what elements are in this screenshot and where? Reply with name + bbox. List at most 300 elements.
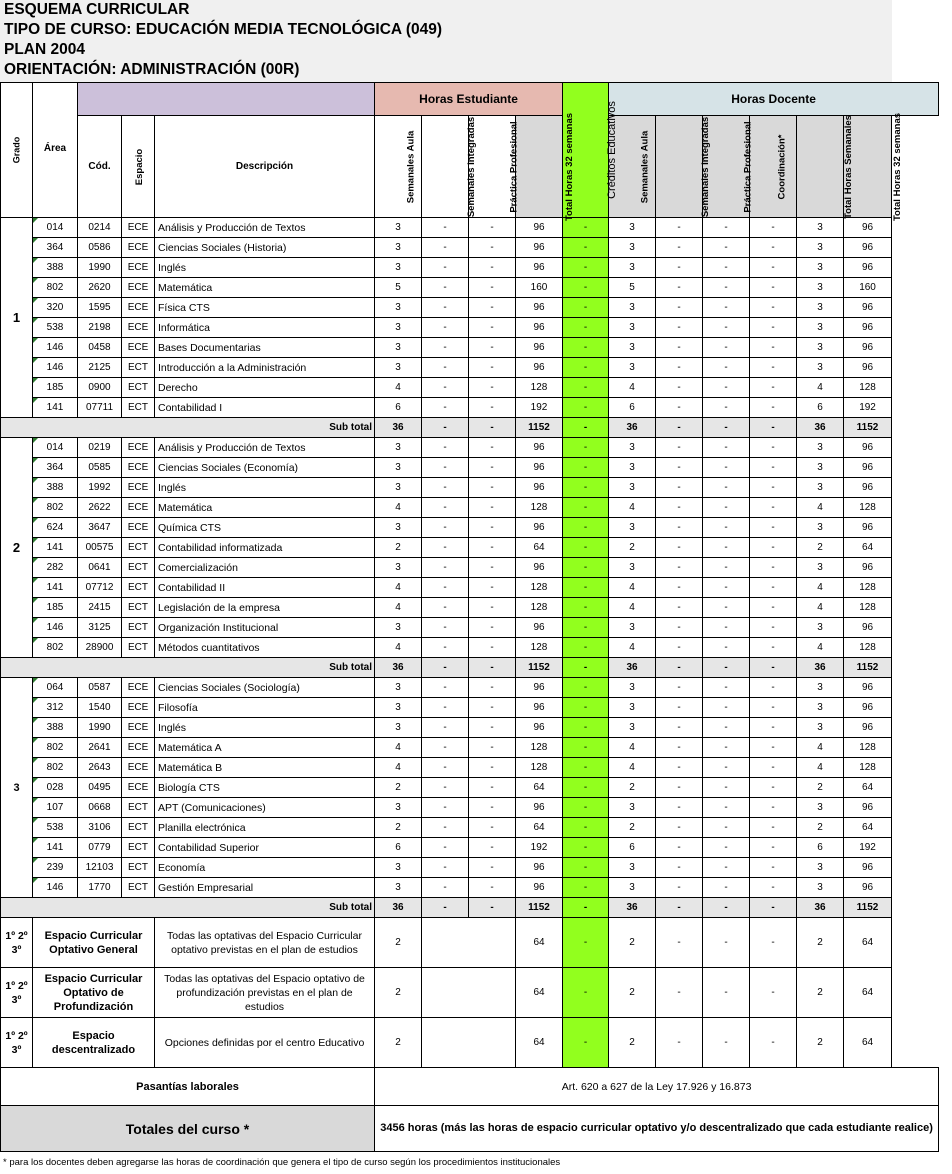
table-row [1,638,939,658]
cod-cell: 2198 [78,318,122,338]
value-cell: 2 [609,918,656,968]
value-cell: - [469,758,516,778]
value-cell: 6 [609,838,656,858]
table-row [1,438,939,458]
value-cell: 3 [375,298,422,318]
value-cell: - [703,258,750,278]
espacio-cell: ECE [122,738,155,758]
espacio-cell: ECE [122,458,155,478]
value-cell: 96 [844,558,892,578]
value-cell: - [563,738,609,758]
value-cell: - [469,478,516,498]
value-cell: 64 [516,1018,563,1068]
value-cell: - [563,298,609,318]
area-cell: 239 [33,858,78,878]
descripcion-cell: Inglés [155,478,375,498]
subtotal-cell: 1152 [844,418,892,438]
value-cell: 3 [797,698,844,718]
subtotal-cell: - [703,658,750,678]
value-cell: 6 [797,838,844,858]
area-cell: 064 [33,678,78,698]
value-cell: - [563,918,609,968]
descripcion-cell: Contabilidad I [155,398,375,418]
table-row [1,678,939,698]
value-cell: - [422,878,469,898]
optional-row [1,1018,939,1068]
empty-cell [422,1018,516,1068]
value-cell: 2 [797,538,844,558]
value-cell: - [750,398,797,418]
value-cell: 128 [844,758,892,778]
value-cell: - [703,538,750,558]
value-cell: - [750,498,797,518]
area-cell: 802 [33,498,78,518]
descripcion-cell: Comercialización [155,558,375,578]
value-cell: 64 [844,818,892,838]
espacio-cell: ECE [122,278,155,298]
value-cell: - [422,578,469,598]
value-cell: 96 [844,238,892,258]
col-doc-integradas-header: Semanales Integradas [656,116,703,218]
value-cell: 2 [609,818,656,838]
descripcion-cell: Gestión Empresarial [155,878,375,898]
value-cell: 2 [609,968,656,1018]
value-cell: 96 [844,478,892,498]
value-cell: 3 [609,798,656,818]
value-cell: - [656,338,703,358]
pasantias-value: Art. 620 a 627 de la Ley 17.926 y 16.873 [375,1068,939,1106]
value-cell: - [563,818,609,838]
value-cell: - [750,638,797,658]
value-cell: - [563,1018,609,1068]
value-cell: 96 [516,798,563,818]
value-cell: - [750,378,797,398]
descripcion-cell: Planilla electrónica [155,818,375,838]
value-cell: - [469,278,516,298]
value-cell: 64 [516,818,563,838]
value-cell: - [422,558,469,578]
value-cell: 96 [844,318,892,338]
table-row [1,538,939,558]
espacio-cell: ECT [122,598,155,618]
value-cell: - [656,738,703,758]
value-cell: 64 [516,968,563,1018]
value-cell: 96 [516,698,563,718]
descripcion-cell: Inglés [155,718,375,738]
subtotal-cell: 36 [375,898,422,918]
value-cell: - [563,698,609,718]
value-cell: - [422,858,469,878]
value-cell: - [750,1018,797,1068]
cod-cell: 07711 [78,398,122,418]
value-cell: - [750,918,797,968]
descripcion-cell: Contabilidad informatizada [155,538,375,558]
cod-cell: 0641 [78,558,122,578]
area-cell: 014 [33,218,78,238]
value-cell: - [469,318,516,338]
value-cell: - [422,238,469,258]
espacio-cell: ECT [122,558,155,578]
value-cell: - [703,558,750,578]
value-cell: 3 [797,798,844,818]
value-cell: - [422,738,469,758]
value-cell: - [703,678,750,698]
value-cell: - [422,478,469,498]
table-row [1,838,939,858]
espacio-cell: ECE [122,218,155,238]
espacio-cell: ECT [122,378,155,398]
table-row [1,478,939,498]
espacio-cell: ECE [122,778,155,798]
value-cell: 64 [516,918,563,968]
col-doc-aula-header: Semanales Aula [609,116,656,218]
value-cell: 160 [516,278,563,298]
value-cell: - [750,778,797,798]
value-cell: 3 [609,438,656,458]
curriculum-table [0,82,939,1152]
value-cell: - [656,278,703,298]
value-cell: 96 [516,238,563,258]
cod-cell: 0214 [78,218,122,238]
table-row [1,698,939,718]
value-cell: - [469,818,516,838]
value-cell: - [703,598,750,618]
value-cell: 3 [797,358,844,378]
value-cell: - [750,738,797,758]
document-header [0,0,892,82]
optional-desc-cell: Opciones definidas por el centro Educativo [155,1018,375,1068]
value-cell: 96 [844,338,892,358]
subtotal-cell: 36 [375,658,422,678]
value-cell: 3 [375,478,422,498]
value-cell: 3 [797,518,844,538]
descripcion-cell: Inglés [155,258,375,278]
col-doc-coordinacion-header: Coordinación* [750,116,797,218]
value-cell: - [750,578,797,598]
value-cell: - [703,498,750,518]
espacio-cell: ECT [122,618,155,638]
value-cell: - [703,438,750,458]
descripcion-cell: Contabilidad Superior [155,838,375,858]
cod-cell: 12103 [78,858,122,878]
value-cell: 3 [609,518,656,538]
value-cell: - [750,598,797,618]
value-cell: - [563,968,609,1018]
value-cell: 96 [844,358,892,378]
value-cell: 4 [375,498,422,518]
value-cell: - [703,698,750,718]
descripcion-cell: Análisis y Producción de Textos [155,438,375,458]
area-cell: 185 [33,378,78,398]
value-cell: 4 [375,378,422,398]
value-cell: - [656,778,703,798]
cod-cell: 2125 [78,358,122,378]
optional-desc-cell: Todas las optativas del Espacio Curricular optativo previstas en el plan de estudios [155,918,375,968]
cod-cell: 0900 [78,378,122,398]
grado-cell: 3 [1,678,33,898]
value-cell: - [469,678,516,698]
value-cell: - [422,338,469,358]
area-cell: 388 [33,258,78,278]
value-cell: 4 [609,758,656,778]
espacio-cell: ECT [122,398,155,418]
value-cell: - [750,858,797,878]
descripcion-cell: Química CTS [155,518,375,538]
value-cell: - [469,298,516,318]
value-cell: - [703,738,750,758]
value-cell: - [563,878,609,898]
subtotal-cell: - [422,418,469,438]
subtotal-cell: 1152 [844,658,892,678]
value-cell: 4 [797,638,844,658]
value-cell: 4 [797,758,844,778]
value-cell: - [656,798,703,818]
value-cell: 4 [797,738,844,758]
value-cell: 96 [844,678,892,698]
value-cell: 2 [375,778,422,798]
value-cell: - [703,798,750,818]
value-cell: 4 [609,578,656,598]
value-cell: 2 [797,918,844,968]
cod-cell: 0586 [78,238,122,258]
value-cell: - [422,498,469,518]
header-orientation: ORIENTACIÓN: ADMINISTRACIÓN (00R) [4,61,300,78]
value-cell: - [563,518,609,538]
value-cell: - [563,338,609,358]
value-cell: - [750,878,797,898]
area-cell: 014 [33,438,78,458]
value-cell: 96 [844,258,892,278]
col-area-header: Área [33,83,78,218]
value-cell: - [563,778,609,798]
table-row [1,498,939,518]
value-cell: - [703,968,750,1018]
value-cell: 3 [375,858,422,878]
value-cell: - [469,598,516,618]
value-cell: 4 [797,378,844,398]
value-cell: - [422,298,469,318]
area-cell: 364 [33,238,78,258]
value-cell: - [656,258,703,278]
espacio-cell: ECT [122,538,155,558]
value-cell: - [656,918,703,968]
value-cell: 4 [375,598,422,618]
optional-row [1,968,939,1018]
header-course-type: TIPO DE CURSO: EDUCACIÓN MEDIA TECNOLÓGICA (049) [4,21,443,38]
value-cell: - [703,318,750,338]
espacio-cell: ECT [122,638,155,658]
subtotal-cell: - [656,658,703,678]
descripcion-cell: Análisis y Producción de Textos [155,218,375,238]
descripcion-cell: Biología CTS [155,778,375,798]
value-cell: - [469,858,516,878]
espacio-cell: ECE [122,298,155,318]
value-cell: 2 [375,968,422,1018]
subtotal-cell: 36 [609,658,656,678]
table-row [1,718,939,738]
subtotal-cell: - [750,418,797,438]
cod-cell: 1540 [78,698,122,718]
value-cell: 64 [516,538,563,558]
descripcion-cell: Matemática [155,498,375,518]
value-cell: 64 [516,778,563,798]
espacio-cell: ECE [122,698,155,718]
value-cell: 3 [797,298,844,318]
espacio-cell: ECT [122,798,155,818]
value-cell: - [703,878,750,898]
value-cell: - [703,298,750,318]
value-cell: - [656,818,703,838]
value-cell: 3 [797,858,844,878]
table-row [1,398,939,418]
espacio-cell: ECT [122,578,155,598]
value-cell: 4 [609,498,656,518]
value-cell: 96 [844,518,892,538]
value-cell: - [422,618,469,638]
value-cell: 96 [516,298,563,318]
totales-row [1,1106,939,1152]
espacio-cell: ECT [122,878,155,898]
value-cell: - [750,718,797,738]
value-cell: - [656,878,703,898]
table-row [1,818,939,838]
value-cell: 64 [844,778,892,798]
value-cell: - [563,458,609,478]
value-cell: - [750,968,797,1018]
value-cell: - [703,378,750,398]
espacio-cell: ECT [122,858,155,878]
value-cell: 3 [375,878,422,898]
col-est-aula-header: Semanales Aula [375,116,422,218]
value-cell: - [469,238,516,258]
espacio-cell: ECE [122,338,155,358]
espacio-cell: ECE [122,478,155,498]
value-cell: - [750,798,797,818]
area-cell: 538 [33,818,78,838]
descripcion-cell: Legislación de la empresa [155,598,375,618]
area-cell: 802 [33,638,78,658]
value-cell: 4 [797,578,844,598]
cod-cell: 3106 [78,818,122,838]
col-espacio-header: Espacio [122,116,155,218]
value-cell: 96 [844,878,892,898]
table-row [1,458,939,478]
optional-grado-cell: 1º 2º 3º [1,918,33,968]
value-cell: 4 [609,598,656,618]
cod-cell: 07712 [78,578,122,598]
value-cell: 96 [844,298,892,318]
value-cell: - [563,538,609,558]
subtotal-cell: 36 [797,418,844,438]
value-cell: 96 [844,798,892,818]
value-cell: 4 [797,498,844,518]
table-row [1,878,939,898]
cod-cell: 00575 [78,538,122,558]
value-cell: - [750,478,797,498]
value-cell: 2 [797,968,844,1018]
value-cell: 3 [797,438,844,458]
value-cell: - [703,518,750,538]
value-cell: 3 [609,678,656,698]
value-cell: - [656,478,703,498]
value-cell: 4 [609,738,656,758]
value-cell: 3 [609,478,656,498]
value-cell: 2 [375,918,422,968]
value-cell: 128 [516,598,563,618]
value-cell: 3 [375,218,422,238]
area-cell: 802 [33,278,78,298]
value-cell: 3 [375,358,422,378]
value-cell: 3 [375,458,422,478]
value-cell: - [563,718,609,738]
value-cell: - [469,558,516,578]
optional-label-cell: Espacio Curricular Optativo de Profundización [33,968,155,1018]
value-cell: - [750,218,797,238]
value-cell: 2 [375,538,422,558]
value-cell: - [469,398,516,418]
cod-cell: 1595 [78,298,122,318]
value-cell: 128 [516,638,563,658]
value-cell: 3 [375,518,422,538]
area-cell: 146 [33,358,78,378]
value-cell: - [703,398,750,418]
value-cell: - [656,838,703,858]
value-cell: - [469,378,516,398]
col-descripcion-header: Descripción [155,116,375,218]
value-cell: 3 [609,258,656,278]
value-cell: - [703,778,750,798]
value-cell: - [656,558,703,578]
value-cell: - [563,478,609,498]
value-cell: - [422,538,469,558]
value-cell: - [703,358,750,378]
value-cell: 96 [516,438,563,458]
value-cell: - [750,818,797,838]
value-cell: - [422,398,469,418]
subtotal-cell: 36 [609,418,656,438]
col-doc-total-32-header: Total Horas 32 semanas [844,116,892,218]
value-cell: - [703,858,750,878]
value-cell: 3 [609,458,656,478]
value-cell: 96 [844,458,892,478]
value-cell: 2 [797,778,844,798]
cod-cell: 3647 [78,518,122,538]
value-cell: 3 [797,278,844,298]
value-cell: - [703,638,750,658]
value-cell: - [563,438,609,458]
subtotal-cell: 36 [375,418,422,438]
totales-value: 3456 horas (más las horas de espacio curricular optativo y/o descentralizado que cada estudiante realice) [375,1106,939,1152]
area-cell: 146 [33,338,78,358]
cod-cell: 3125 [78,618,122,638]
empty-cell [422,918,516,968]
value-cell: 3 [797,458,844,478]
value-cell: 128 [516,378,563,398]
cod-cell: 2643 [78,758,122,778]
col-creditos-header: Créditos Educativos [563,83,609,218]
subtotal-cell: - [563,418,609,438]
value-cell: 128 [516,738,563,758]
cod-cell: 1990 [78,258,122,278]
value-cell: - [656,698,703,718]
value-cell: - [422,318,469,338]
descripcion-cell: Métodos cuantitativos [155,638,375,658]
value-cell: - [563,318,609,338]
cod-cell: 0779 [78,838,122,858]
subtotal-cell: - [750,658,797,678]
value-cell: - [656,598,703,618]
descripcion-cell: Ciencias Sociales (Sociología) [155,678,375,698]
